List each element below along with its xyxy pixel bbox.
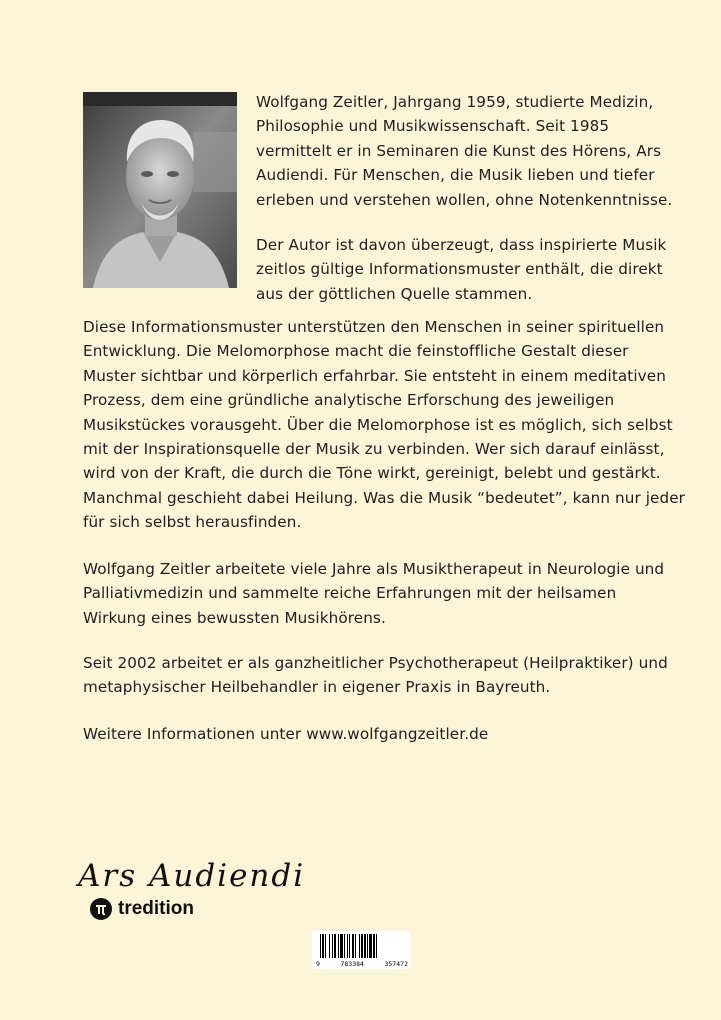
barcode-bar [359, 934, 360, 958]
author-bio-paragraph-5: Seit 2002 arbeitet er als ganzheitlicher Psychotherapeut (Heilpraktiker) und metaphysischer Heilbehandler in eigener Praxis in Bayreuth. [83, 654, 668, 697]
barcode-bar [361, 934, 363, 958]
barcode-bar [340, 934, 343, 958]
barcode-bar [376, 934, 377, 958]
barcode-numbers: 9 783384 357472 [316, 960, 408, 968]
barcode-bar [332, 934, 333, 958]
author-photo [83, 92, 237, 288]
tredition-logo-icon [90, 898, 112, 920]
barcode-bar [338, 934, 339, 958]
barcode-bar [369, 934, 372, 958]
author-bio-paragraph-2: Der Autor ist davon überzeugt, dass inspirierte Musik zeitlos gültige Informationsmuster enthält, die direkt aus der göttlichen Quelle stammen. [256, 236, 667, 303]
barcode-bar [320, 934, 321, 958]
barcode-bar [355, 934, 356, 958]
publisher-name: tredition [118, 898, 194, 919]
barcode-bar [322, 934, 324, 958]
author-bio-paragraph-1: Wolfgang Zeitler, Jahrgang 1959, studierte Medizin, Philosophie und Musikwissenschaft. Seit 1985 vermittelt er in Seminaren die Kunst des Hörens, Ars Audiendi. Für Menschen, die Musik lieben und tiefer erleben und verstehen wollen, ohne Notenkenntnisse. [256, 93, 673, 209]
barcode-bar [373, 934, 375, 958]
barcode-bar [349, 934, 350, 958]
author-portrait-image [83, 92, 237, 288]
publisher-logo [90, 898, 194, 920]
barcode-bar [325, 934, 326, 958]
barcode-bar [334, 934, 336, 958]
barcode-bar [364, 934, 366, 958]
series-logo-ars-audiendi: Ars Audiendi [78, 858, 306, 894]
author-bio-paragraph-4: Wolfgang Zeitler arbeitete viele Jahre als Musiktherapeut in Neurologie und Palliativmedizin und sammelte reiche Erfahrungen mit der heilsamen Wirkung eines bewussten Musikhörens. [83, 560, 665, 627]
barcode-bar [352, 934, 354, 958]
barcode-bar [344, 934, 345, 958]
barcode-bar [329, 934, 330, 958]
barcode-bar [347, 934, 348, 958]
barcode-bars [312, 931, 410, 961]
author-bio-paragraph-3: Diese Informationsmuster unterstützen den Menschen in seiner spirituellen Entwicklung. Die Melomorphose macht die feinstoffliche Gestalt dieser Muster sichtbar und körperlich erfahrbar. Sie entsteht in einem meditativen Prozess, dem eine gründliche analytische Erforschung des jeweiligen Musikstückes vorausgeht. Über die Melomorphose ist es möglich, sich selbst mit der Inspirationsquelle der Musik zu verbinden. Wer sich darauf einlässt, wird von der Kraft, die durch die Töne wirkt, gereinigt, belebt und gestärkt. Manchmal geschieht dabei Heilung. Was die Musik “bedeutet”, kann nur jeder für sich selbst herausfinden. [83, 318, 686, 532]
barcode-bar [367, 934, 368, 958]
website-info: Weitere Informationen unter www.wolfgangzeitler.de [83, 725, 489, 743]
isbn-barcode [312, 931, 410, 969]
